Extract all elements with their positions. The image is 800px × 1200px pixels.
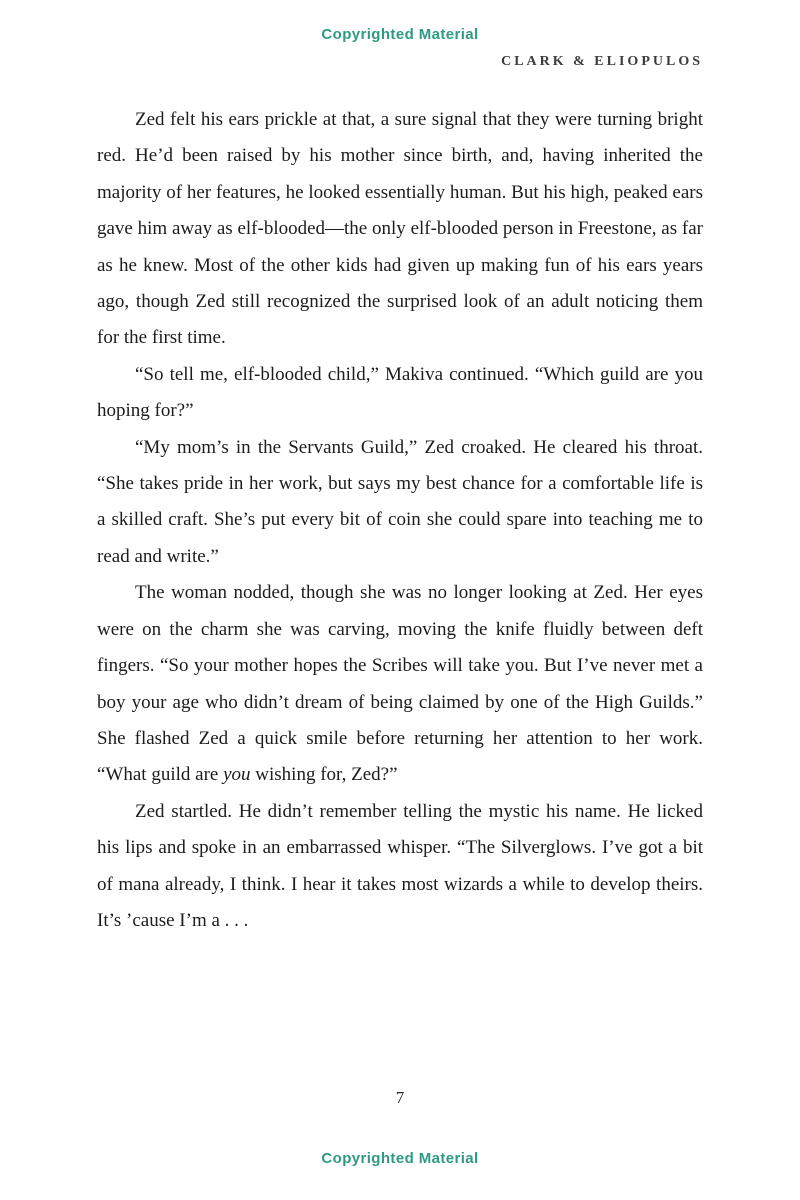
text-run: Zed felt his ears prickle at that, a sure signal that they were turning bright red. He’d been raised by his mother since birth, and, having inherited the majority of her features, he looked essentially human. But his high, peaked ears gave him away as elf-blooded—the only elf-blooded person in Freestone, as far as he knew. Most of the other kids had given up making fun of his ears years ago, though Zed still recognized the surprised look of an adult noticing them for the first time. [97, 109, 703, 349]
page-number: 7 [395, 1088, 405, 1107]
running-header-authors: CLARK & ELIOPULOS [501, 54, 703, 69]
text-run: “My mom’s in the Servants Guild,” Zed croaked. He cleared his throat. “She takes pride in her work, but says my best chance for a comfortable life is a skilled craft. She’s put every bit of coin she could spare into teaching me to read and write.” [97, 436, 703, 567]
copyright-notice-bottom: Copyrighted Material [321, 1150, 479, 1167]
text-run: The woman nodded, though she was no longer looking at Zed. Her eyes were on the charm she was carving, moving the knife fluidly between deft fingers. “So your mother hopes the Scribes will take you. But I’ve never met a boy your age who didn’t dream of being claimed by one of the High Guilds.” She flashed Zed a quick smile before returning her attention to her work. “What guild are [97, 582, 703, 786]
paragraph [97, 102, 703, 357]
paragraph [97, 794, 703, 940]
copyright-notice-top: Copyrighted Material [321, 26, 479, 43]
text-run: wishing for, Zed?” [250, 764, 398, 786]
paragraph [97, 430, 703, 576]
body-text [97, 102, 703, 939]
paragraph [97, 357, 703, 430]
text-run: “So tell me, elf-blooded child,” Makiva continued. “Which guild are you hoping for?” [97, 363, 703, 422]
italic-run: you [223, 764, 251, 786]
text-run: Zed startled. He didn’t remember telling the mystic his name. He licked his lips and spoke in an embarrassed whisper. “The Silverglows. I’ve got a bit of mana already, I think. I hear it takes most wizards a while to develop theirs. It’s ’cause I’m a . . . [97, 800, 703, 931]
paragraph [97, 575, 703, 793]
